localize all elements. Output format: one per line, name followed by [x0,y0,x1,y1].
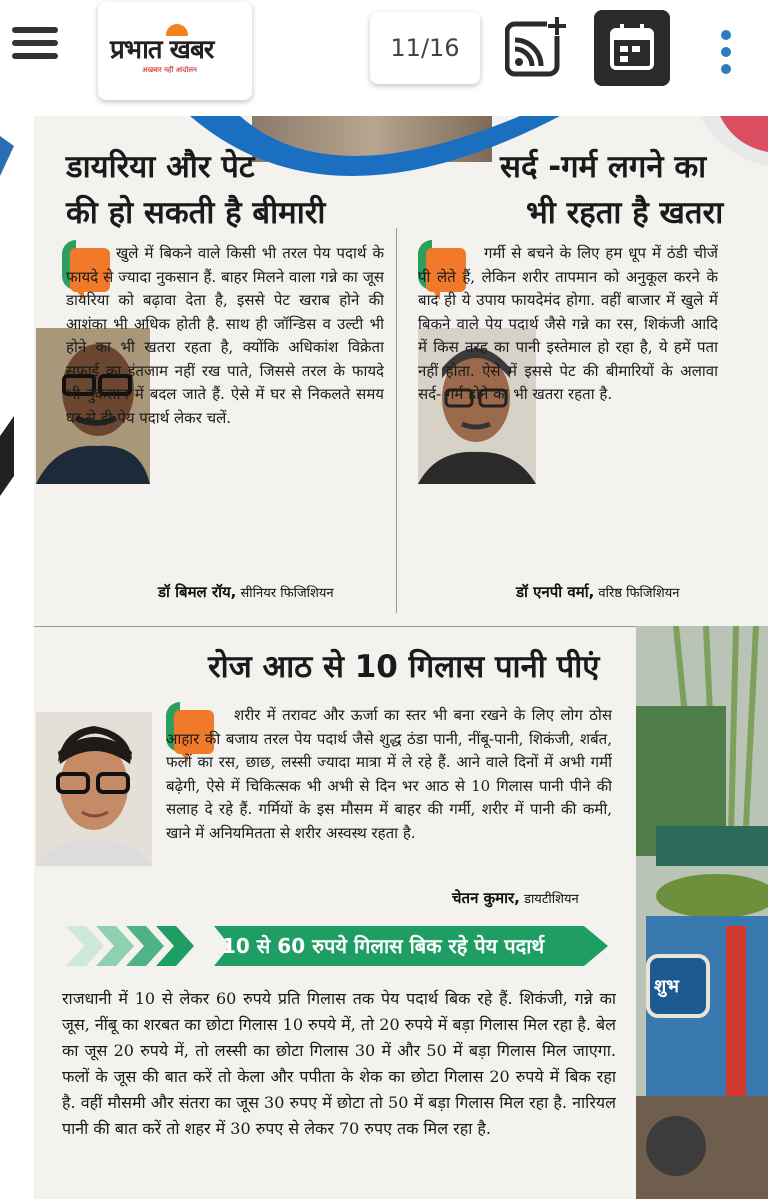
article1-heading-line2: की हो सकती है बीमारी [66,195,326,231]
cart-label: शुभ [654,976,679,997]
article2-heading-line1: सर्द -गर्म लगने का [500,149,707,185]
article2-designation: वरिष्ठ फिजिशियन [598,586,680,601]
article1-byline [158,582,334,602]
article2-body: गर्मी से बचने के लिए हम धूप में ठंडी चीजें पी लेते हैं, लेकिन शरीर तापमान को अनुकूल करने के बाद ही ये उपाय फायदेमंद होगा. वहीं बाजार में खुले में बिकने वाले पेय पदार्थ जैसे गन्ने का रस, शिकंजी आदि में किस तरह का पानी इस्तेमाल हो रहा है, ये हमें पता नहीं होता. ऐसे में इससे पेट की बीमारियों के अलावा सर्द- गर्म होने का भी खतरा रहता है. [418,244,718,403]
column-divider [396,228,397,613]
juice-cart-photo [636,626,768,1199]
article3-body: शरीर में तरावट और ऊर्जा का स्तर भी बना रखने के लिए लोग ठोस आहार की बजाय तरल पेय पदार्थ जैसे शुद्ध ठंडा पानी, नींबू-पानी, शिकंजी, शर्बत, फलों का रस, छाछ, लस्सी ज्यादा मात्रा में ले रहे हैं. आने वाले दिनों में अभी गर्मी बढ़ेगी, ऐसे में चिकित्सक भी अभी से दिन भर आठ से 10 गिलास पानी पीने की सलाह दे रहे हैं. गर्मियों के इस मौसम में बाहर की गर्मी, शरीर में पानी की कमी, खाने में अनियमितता से शरीर अस्वस्थ रहता है. [166,706,612,842]
article3-heading: रोज आठ से 10 गिलास पानी पीएं [208,649,600,685]
price-banner-text: 10 से 60 रुपये गिलास बिक रहे पेय पदार्थ [222,934,545,958]
article3-byline [452,888,579,908]
article3-author: चेतन कुमार, [452,889,520,907]
article2-author: डॉ एनपी वर्मा, [516,583,595,601]
article2-heading-line2: भी रहता है खतरा [526,195,724,231]
article1-designation: सीनियर फिजिशियन [240,586,334,601]
rss-add-icon[interactable] [505,16,567,78]
more-vertical-icon[interactable] [716,30,736,82]
epaper-page[interactable] [0,116,768,1199]
menu-icon[interactable] [12,27,58,63]
dietitian-chetan-kumar-photo [36,712,152,866]
article4-body: राजधानी में 10 से लेकर 60 रुपये प्रति गिलास तक पेय पदार्थ बिक रहे हैं. शिकंजी, गन्ने का जूस, नींबू का शरबत का छोटा गिलास 10 रुपये में, तो 20 रुपये में बड़ा गिलास मिल रहा है. बेल का जूस 20 रुपये में, तो लस्सी का छोटा गिलास 30 में और 50 में बड़ा गिलास मिल जाएगा. फलों के जूस की बात करें तो केला और पपीता के शेक का छोटा गिलास 20 रुपये में बिक रहा है. वहीं मौसमी और संतरा का जूस 30 रुपए में छोटा तो 50 में बड़ा गिलास मिल रहा है. नारियल पानी की बात करें तो शहर में 30 रुपए से लेकर 70 रुपए तक मिल रहा है. [62,989,616,1138]
page-counter[interactable]: 11/16 [370,12,480,84]
article2-byline [516,582,680,602]
page-edge-strip [0,116,34,1199]
logo-tagline: अखबार नहीं आंदोलन [142,66,197,74]
article1-body: खुले में बिकने वाले किसी भी तरल पेय पदार्थ के फायदे से ज्यादा नुकसान हैं. बाहर मिलने वाला गन्ने का जूस डायरिया को बढ़ावा देता है, इससे पेट खराब होने की आशंका भी अधिक होती है. साथ ही जॉन्डिस व उल्टी भी होने का भी खतरा रहता है, क्योंकि अधिकांश विक्रेता सफाई का इंतजाम नहीं रख पाते, जिससे तरल के फायदे भी नुकसान में बदल जाते हैं. ऐसे में घर से निकलते समय घर से ही पेय पदार्थ लेकर चलें. [66,244,384,427]
app-top-bar [0,0,768,116]
newspaper-logo[interactable] [98,2,252,100]
calendar-icon[interactable] [594,10,670,86]
logo-text: प्रभात खबर [110,35,214,65]
section-divider [34,626,636,627]
article1-author: डॉ बिमल रॉय, [158,583,237,601]
article1-heading-line1: डायरिया और पेट [66,149,255,185]
article3-designation: डायटीशियन [523,892,579,907]
